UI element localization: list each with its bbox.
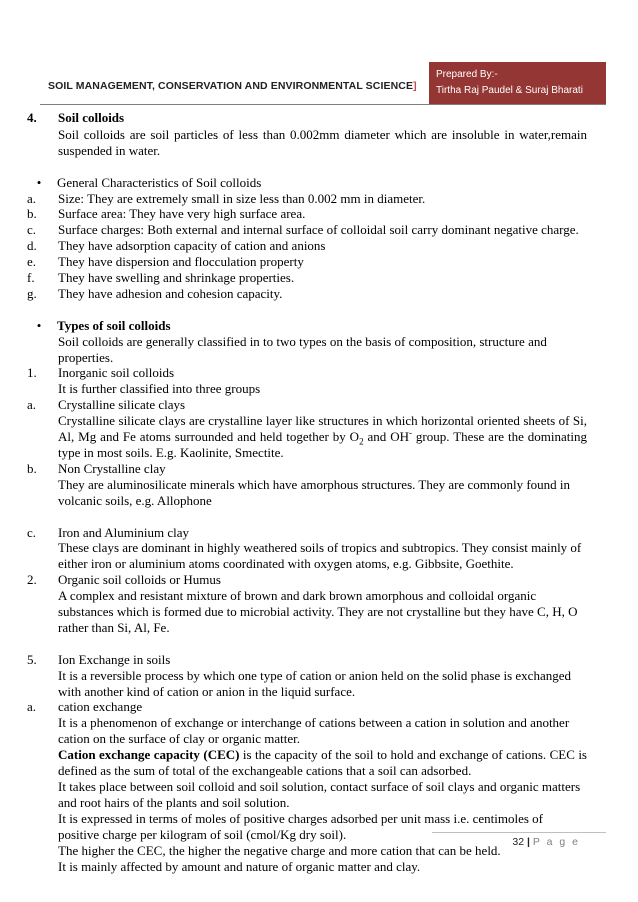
list-item	[27, 222, 587, 238]
bullet-marker: •	[36, 317, 42, 333]
text-run: and OH	[363, 429, 409, 445]
paragraph: A complex and resistant mixture of brown and dark brown amorphous and colloidal organic substances which is formed due to microbial activity. They are not crystalline but they have C, H, O rather than Si, Al, Fe.	[58, 588, 578, 635]
list-text: Inorganic soil colloids	[58, 365, 175, 381]
list-text: They have adsorption capacity of cation and anions	[58, 238, 326, 254]
paragraph: These clays are dominant in highly weathered soils of tropics and subtropics. They consist mainly of either iron or aluminium atoms coordinated with oxygen atoms, e.g. Gibbsite, Goethite.	[58, 540, 582, 572]
paragraph: It is mainly affected by amount and nature of organic matter and clay.	[58, 858, 421, 874]
header-bracket: ]	[413, 80, 417, 92]
spacer	[27, 159, 587, 175]
superscript: -	[409, 427, 412, 438]
paragraph: It is a reversible process by which one type of cation or anion held on the solid phase is exchanged with another kind of cation or anion in the liquid surface.	[58, 667, 571, 699]
types-intro	[27, 334, 587, 366]
list-marker: 1.	[27, 365, 37, 381]
section-5-intro	[27, 668, 587, 700]
document-header-title	[48, 80, 417, 92]
section-heading: Soil colloids	[58, 110, 125, 125]
list-text: Size: They are extremely small in size less than 0.002 mm in diameter.	[58, 190, 426, 206]
list-text: Crystalline silicate clays	[58, 397, 186, 413]
section-4-heading	[27, 110, 587, 126]
paragraph: They are aluminosilicate minerals which have amorphous structures. They are commonly found in volcanic soils, e.g. Allophone	[58, 476, 571, 508]
list-marker: a.	[27, 190, 37, 206]
text-run: group. These are the dominating type in most soils. E.g. Kaolinite, Smectite.	[58, 429, 588, 460]
list-marker: 4.	[27, 110, 37, 125]
list-text: Iron and Aluminium clay	[58, 524, 190, 540]
paragraph: It is a phenomenon of exchange or interchange of cations between a cation in solution and another cation on the surface of clay or organic matter.	[58, 715, 570, 747]
list-text: They have dispersion and flocculation property	[58, 254, 304, 270]
list-item	[27, 699, 587, 715]
list-marker: a.	[27, 397, 37, 413]
list-text: cation exchange	[58, 699, 143, 715]
list-marker: f.	[27, 270, 35, 286]
section-4-intro	[27, 127, 587, 159]
page-footer	[512, 836, 580, 848]
paragraph: It is expressed in terms of moles of positive charges adsorbed per unit mass i.e. centimoles of positive charge per kilogram of soil (cmol/Kg dry soil).	[58, 810, 543, 842]
list-item	[27, 286, 587, 302]
list-item-desc	[27, 715, 587, 747]
list-item-desc	[27, 477, 587, 509]
paragraph: It is further classified into three groups	[58, 381, 261, 397]
document-body	[27, 110, 587, 874]
list-marker: e.	[27, 254, 37, 270]
spacer	[27, 302, 587, 318]
list-item	[27, 397, 587, 413]
list-marker: a.	[27, 699, 37, 715]
list-text: Surface charges: Both external and internal surface of colloidal soil carry dominant negative charge.	[58, 222, 579, 238]
prepared-by-label: Prepared By:-	[436, 69, 498, 80]
list-marker: c.	[27, 222, 37, 238]
list-item-desc	[27, 413, 587, 461]
list-item	[27, 572, 587, 588]
list-text: They have swelling and shrinkage properties.	[58, 270, 295, 286]
list-marker: b.	[27, 460, 37, 476]
text-run: is the capacity of the soil to hold and exchange of cations. CEC is defined as the sum of total of the exchangeable cations that a soil can adsorbed.	[58, 747, 587, 779]
page-word: P a g e	[532, 836, 580, 848]
paragraph	[58, 413, 587, 461]
section-heading: Ion Exchange in soils	[58, 651, 171, 667]
page-number: 32	[512, 836, 525, 848]
list-item	[27, 365, 587, 381]
list-item	[27, 191, 587, 207]
prepared-by-box	[429, 62, 606, 104]
list-item-desc	[27, 779, 587, 811]
list-item-desc	[27, 859, 587, 875]
paragraph	[58, 747, 587, 779]
header-divider	[40, 104, 606, 105]
list-item-desc	[27, 540, 587, 572]
list-text: They have adhesion and cohesion capacity.	[58, 285, 283, 301]
paragraph: It takes place between soil colloid and soil solution, contact surface of soil clays and organic matters and root hairs of the plants and soil solution.	[58, 779, 581, 810]
list-item	[27, 270, 587, 286]
list-item	[27, 206, 587, 222]
list-item	[27, 254, 587, 270]
list-item	[27, 525, 587, 541]
text-run: Crystalline silicate clays are crystalline layer like structures in which horizontal oriented sheets of Si, Al, Mg and Fe atoms surrounded and held together by O	[58, 413, 587, 445]
list-marker: g.	[27, 285, 37, 301]
list-item-desc	[27, 811, 587, 843]
list-item-desc	[27, 588, 587, 636]
footer-separator: |	[527, 836, 530, 848]
list-marker: 5.	[27, 651, 37, 667]
bullet-marker: •	[36, 174, 42, 190]
paragraph: Soil colloids are generally classified in to two types on the basis of composition, structure and properties.	[58, 333, 547, 365]
general-characteristics-heading	[27, 175, 587, 191]
list-item	[27, 238, 587, 254]
footer-divider	[432, 832, 606, 833]
authors-text: Tirtha Raj Paudel & Suraj Bharati	[436, 85, 583, 96]
cec-definition	[27, 747, 587, 779]
spacer	[27, 636, 587, 652]
list-item-desc	[27, 381, 587, 397]
list-marker: c.	[27, 524, 37, 540]
spacer	[27, 509, 587, 525]
list-item-desc	[27, 843, 587, 859]
section-5-heading	[27, 652, 587, 668]
subscript: 2	[359, 436, 364, 447]
list-marker: b.	[27, 206, 37, 222]
list-marker: d.	[27, 238, 37, 254]
list-heading: Types of soil colloids	[57, 317, 171, 333]
paragraph: Soil colloids are soil particles of less than 0.002mm diameter which are insoluble in water,remain suspended in water.	[58, 126, 587, 158]
list-heading: General Characteristics of Soil colloids	[57, 174, 262, 190]
list-text: Non Crystalline clay	[58, 460, 166, 476]
list-text: Organic soil colloids or Humus	[58, 572, 221, 588]
types-heading	[27, 318, 587, 334]
header-title-text: SOIL MANAGEMENT, CONSERVATION AND ENVIRONMENTAL SCIENCE	[48, 80, 414, 92]
list-text: Surface area: They have very high surface area.	[58, 206, 306, 222]
cec-term: Cation exchange capacity (CEC)	[58, 747, 240, 763]
list-item	[27, 461, 587, 477]
paragraph: The higher the CEC, the higher the negative charge and more cation that can be held.	[58, 842, 501, 858]
list-marker: 2.	[27, 572, 37, 588]
